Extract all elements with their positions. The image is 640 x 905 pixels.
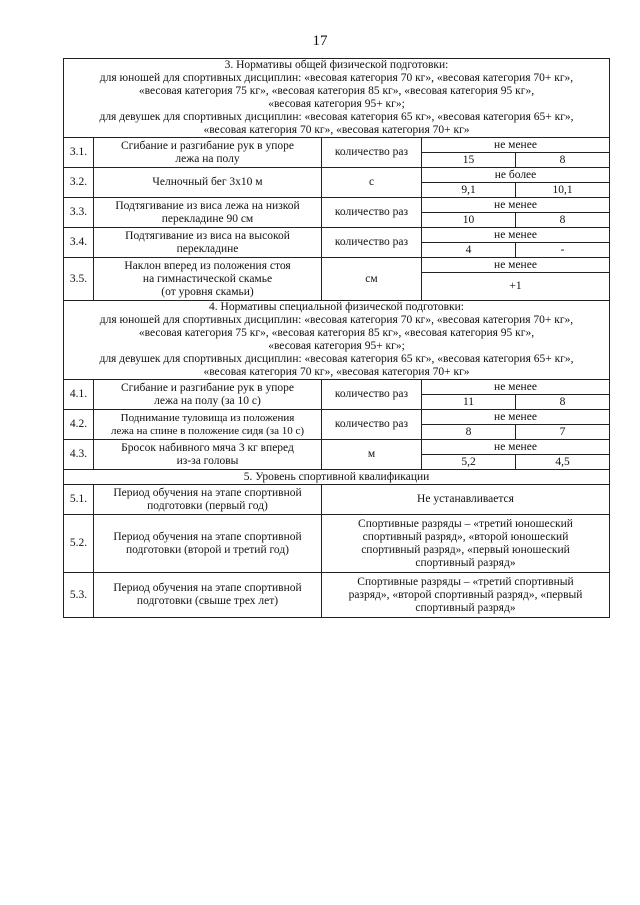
section5-header xyxy=(64,470,610,485)
value-boys: 4 xyxy=(465,243,472,256)
row-number: 4.3. xyxy=(64,440,94,470)
period-name: Период обучения на этапе спортивной подготовки (первый год) xyxy=(94,485,322,515)
period-name: Период обучения на этапе спортивной подготовки (второй и третий год) xyxy=(94,515,322,573)
section3-title: 3. Нормативы общей физической подготовки: xyxy=(224,59,449,71)
section3-girls-line2: «весовая категория 70 кг», «весовая категория 70+ кг» xyxy=(203,124,470,136)
table-row xyxy=(64,198,610,228)
row-number: 3.4. xyxy=(64,228,94,258)
standards-table xyxy=(63,58,610,618)
value-boys: 10 xyxy=(462,213,475,226)
section4-boys-line3: «весовая категория 95+ кг»; xyxy=(268,340,405,352)
norm-values xyxy=(422,380,610,410)
table-row xyxy=(64,440,610,470)
norm-condition: не менее xyxy=(422,440,609,455)
exercise-name: Наклон вперед из положения стоя на гимнастической скамье (от уровня скамьи) xyxy=(94,258,322,301)
qualification-requirement: Спортивные разряды – «третий спортивный разряд», «второй спортивный разряд», «первый спортивный разряд» xyxy=(322,573,610,618)
unit: см xyxy=(322,258,422,301)
row-number: 5.1. xyxy=(64,485,94,515)
norm-condition: не менее xyxy=(422,410,609,425)
norm-values xyxy=(422,138,610,168)
qualification-requirement: Не устанавливается xyxy=(322,485,610,515)
unit: с xyxy=(322,168,422,198)
value-girls: 8 xyxy=(516,153,610,168)
norm-condition: не менее xyxy=(422,258,609,273)
row-number: 5.3. xyxy=(64,573,94,618)
row-number: 4.2. xyxy=(64,410,94,440)
row-number: 3.5. xyxy=(64,258,94,301)
section4-girls-line2: «весовая категория 70 кг», «весовая категория 70+ кг» xyxy=(203,366,470,378)
table-row xyxy=(64,410,610,440)
section3-boys-line2: «весовая категория 75 кг», «весовая категория 85 кг», «весовая категория 95 кг», xyxy=(138,85,535,97)
exercise-name: Челночный бег 3х10 м xyxy=(94,168,322,198)
section3-girls-line1: для девушек для спортивных дисциплин: «весовая категория 65 кг», «весовая категория 65+ кг», xyxy=(99,111,574,123)
section5-title: 5. Уровень спортивной квалификации xyxy=(64,470,610,485)
section3-boys-line1: для юношей для спортивных дисциплин: «весовая категория 70 кг», «весовая категория 70+ кг», xyxy=(99,72,574,84)
table-row xyxy=(64,515,610,573)
unit: количество раз xyxy=(322,410,422,440)
value-common: +1 xyxy=(509,280,522,292)
exercise-name: Сгибание и разгибание рук в упоре лежа на полу xyxy=(94,138,322,168)
row-number: 3.3. xyxy=(64,198,94,228)
norm-values xyxy=(422,198,610,228)
section4-boys-line1: для юношей для спортивных дисциплин: «весовая категория 70 кг», «весовая категория 70+ кг», xyxy=(99,314,574,326)
value-boys: 8 xyxy=(465,425,472,438)
table-row xyxy=(64,258,610,301)
value-girls: 4,5 xyxy=(516,455,610,470)
norm-condition: не менее xyxy=(422,380,609,395)
value-boys: 5,2 xyxy=(461,455,476,468)
value-girls: 7 xyxy=(516,425,610,440)
exercise-name: Бросок набивного мяча 3 кг вперед из-за головы xyxy=(94,440,322,470)
value-boys: 9,1 xyxy=(461,183,476,196)
norm-values xyxy=(422,410,610,440)
table-row xyxy=(64,168,610,198)
row-number: 5.2. xyxy=(64,515,94,573)
unit: количество раз xyxy=(322,380,422,410)
value-girls: 8 xyxy=(516,395,610,410)
row-number: 3.1. xyxy=(64,138,94,168)
norm-values xyxy=(422,168,610,198)
unit: количество раз xyxy=(322,198,422,228)
exercise-name: Подтягивание из виса лежа на низкой перекладине 90 см xyxy=(94,198,322,228)
row-number: 4.1. xyxy=(64,380,94,410)
section4-title: 4. Нормативы специальной физической подготовки: xyxy=(209,301,464,313)
norm-condition: не менее xyxy=(422,198,609,213)
value-girls: - xyxy=(516,243,610,258)
section3-boys-line3: «весовая категория 95+ кг»; xyxy=(268,98,405,110)
section4-header xyxy=(64,301,610,380)
norm-values xyxy=(422,228,610,258)
table-row xyxy=(64,228,610,258)
unit: м xyxy=(322,440,422,470)
value-girls: 8 xyxy=(516,213,610,228)
norm-condition: не менее xyxy=(422,228,609,243)
value-boys: 11 xyxy=(462,395,475,408)
value-girls: 10,1 xyxy=(516,183,610,198)
norm-condition: не более xyxy=(422,168,609,183)
section4-girls-line1: для девушек для спортивных дисциплин: «весовая категория 65 кг», «весовая категория 65+ кг», xyxy=(99,353,574,365)
norm-condition: не менее xyxy=(422,138,609,153)
section4-boys-line2: «весовая категория 75 кг», «весовая категория 85 кг», «весовая категория 95 кг», xyxy=(138,327,535,339)
table-row xyxy=(64,485,610,515)
unit: количество раз xyxy=(322,228,422,258)
period-name: Период обучения на этапе спортивной подготовки (свыше трех лет) xyxy=(94,573,322,618)
qualification-requirement: Спортивные разряды – «третий юношеский спортивный разряд», «второй юношеский спортивный разряд», «первый юношеский спортивный разряд» xyxy=(322,515,610,573)
unit: количество раз xyxy=(322,138,422,168)
table-row xyxy=(64,380,610,410)
norm-values xyxy=(422,258,610,301)
exercise-name: Сгибание и разгибание рук в упоре лежа на полу (за 10 с) xyxy=(94,380,322,410)
table-row xyxy=(64,573,610,618)
value-boys: 15 xyxy=(462,153,475,166)
section3-header xyxy=(64,59,610,138)
table-row xyxy=(64,138,610,168)
row-number: 3.2. xyxy=(64,168,94,198)
page-number: 17 xyxy=(312,33,328,49)
norm-values xyxy=(422,440,610,470)
exercise-name: Подтягивание из виса на высокой перекладине xyxy=(94,228,322,258)
exercise-name: Поднимание туловища из положения лежа на спине в положение сидя (за 10 с) xyxy=(94,410,322,440)
